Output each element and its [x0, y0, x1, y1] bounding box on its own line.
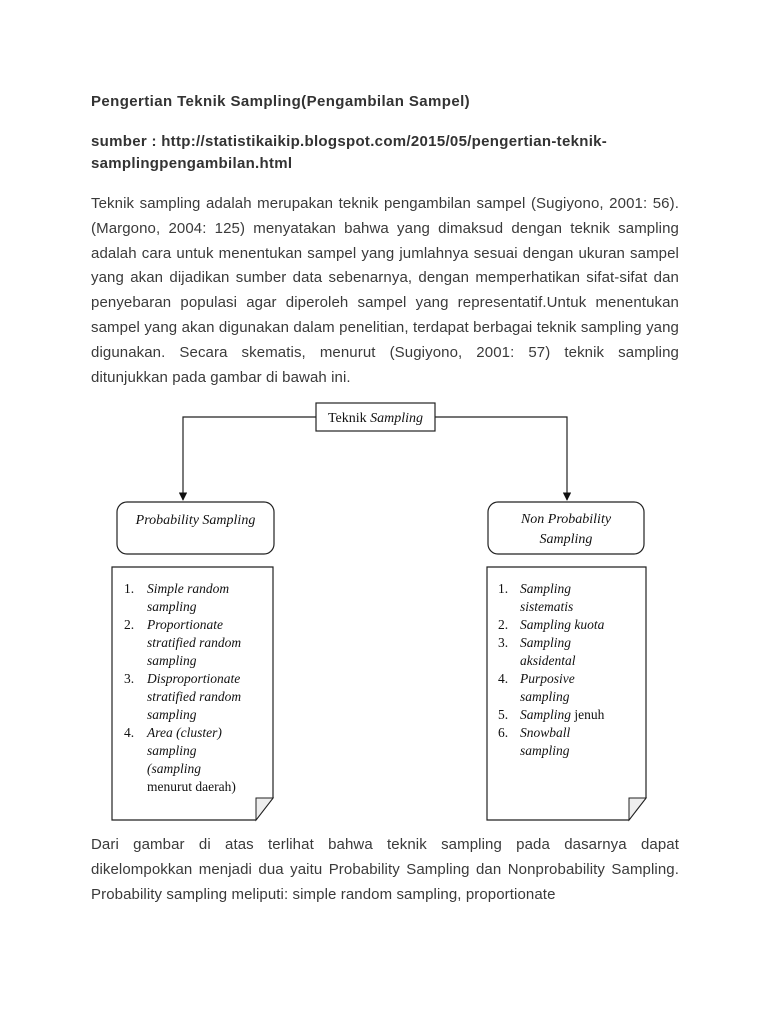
list-item-number: 1. — [124, 581, 135, 596]
connector-left — [183, 417, 316, 500]
list-item-number: 6. — [498, 725, 509, 740]
list-item-text: sampling — [520, 743, 570, 758]
intro-paragraph: Teknik sampling adalah merupakan teknik pengambilan sampel (Sugiyono, 2001: 56). (Margono, 2004: 125) menyatakan bahwa yang dimaksud dengan teknik sampling adalah cara untuk menentukan sampel yang jumlahnya sesuai dengan ukuran sampel yang akan dijadikan sumber data sebenarnya, dengan memperhatikan sifat-sifat dan penyebaran populasi agar diperoleh sampel yang representatif.Untuk menentukan sampel yang akan digunakan dalam penelitian, terdapat berbagai teknik sampling yang digunakan. Secara skematis, menurut (Sugiyono, 2001: 57) teknik sampling ditunjukkan pada gambar di bawah ini. — [91, 195, 679, 386]
list-item-text: aksidental — [520, 653, 576, 668]
list-item-text: Sampling — [520, 581, 572, 596]
list-item-text: (sampling — [147, 761, 201, 776]
list-item-text: Area (cluster) — [147, 725, 222, 740]
list-item-number: 4. — [498, 671, 509, 686]
list-item-text: sampling — [147, 653, 197, 668]
source-line-1: sumber : http://statistikaikip.blogspot.com/2015/05/pengertian-teknik- — [91, 133, 608, 150]
list-item-number: 5. — [498, 707, 509, 722]
list-item-text: stratified random — [147, 689, 242, 704]
page-title: Pengertian Teknik Sampling(Pengambilan Sampel) — [91, 93, 471, 110]
list-item-number: 1. — [498, 581, 509, 596]
conclusion-paragraph: Dari gambar di atas terlihat bahwa teknik sampling pada dasarnya dapat dikelompokkan menjadi dua yaitu Probability Sampling dan Nonprobability Sampling. Probability sampling meliputi: simple random sampling, proportionate — [91, 836, 679, 903]
list-item-text: Sampling kuota — [520, 617, 605, 632]
source-line-2: samplingpengambilan.html — [91, 155, 293, 172]
nonprobability-label-line1: Non Probability — [520, 512, 612, 527]
list-item-number: 3. — [498, 635, 509, 650]
list-item-text: Sampling — [520, 635, 572, 650]
probability-list-fold — [256, 798, 273, 820]
list-item-text: Sampling jenuh — [520, 707, 605, 722]
root-label: Teknik Sampling — [327, 411, 424, 426]
probability-label: Probability Sampling — [135, 513, 256, 528]
nonprobability-label-line2: Sampling — [539, 532, 593, 547]
list-item-text: menurut daerah) — [147, 779, 236, 794]
list-item-text: Disproportionate — [147, 671, 241, 686]
source-reference — [91, 131, 691, 175]
list-item-number: 2. — [124, 617, 135, 632]
probability-box — [117, 502, 274, 554]
sampling-diagram — [0, 396, 768, 830]
list-item-text: stratified random — [147, 635, 242, 650]
list-item-text: sampling — [147, 707, 197, 722]
list-item-text: sistematis — [520, 599, 574, 614]
list-item-text: sampling — [147, 743, 197, 758]
list-item-text: Snowball — [520, 725, 571, 740]
list-item-text: Proportionate — [147, 617, 223, 632]
list-item-text: sampling — [520, 689, 570, 704]
list-item-text: Purposive — [520, 671, 575, 686]
list-item-text: Simple random — [147, 581, 230, 596]
list-item-number: 4. — [124, 725, 135, 740]
connector-right — [435, 417, 567, 500]
nonprobability-list-fold — [629, 798, 646, 820]
list-item-text: sampling — [147, 599, 197, 614]
list-item-number: 3. — [124, 671, 135, 686]
list-item-number: 2. — [498, 617, 509, 632]
